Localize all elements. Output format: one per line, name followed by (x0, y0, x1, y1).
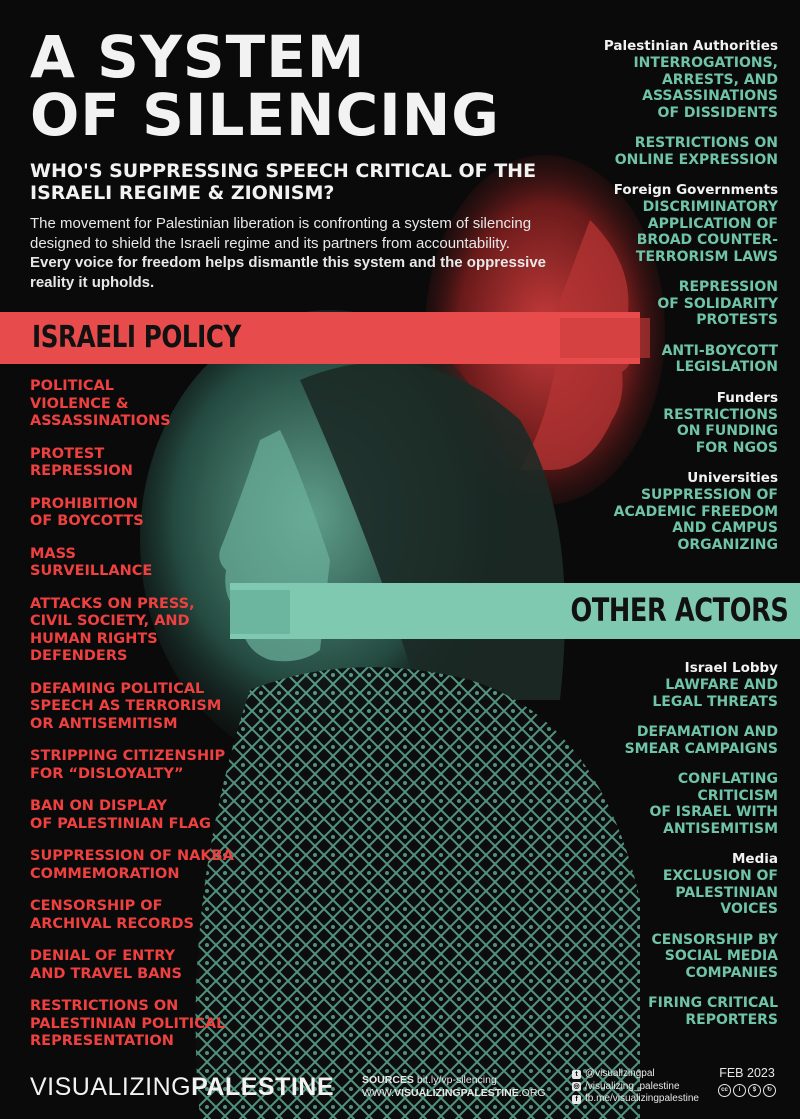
actor-tactic-item: CENSORSHIP BY SOCIAL MEDIA COMPANIES (651, 931, 778, 981)
publication-date: FEB 2023 (719, 1066, 775, 1080)
subtitle: WHO'S SUPPRESSING SPEECH CRITICAL OF THE ISRAELI REGIME & ZIONISM? (30, 160, 537, 204)
israeli-policy-item: CENSORSHIP OF ARCHIVAL RECORDS (30, 898, 194, 932)
israeli-policy-item: MASS SURVEILLANCE (30, 545, 153, 579)
facebook-handle: fb.me/visualizingpalestine (585, 1093, 699, 1104)
israeli-policy-item: POLITICAL VIOLENCE & ASSASSINATIONS (30, 378, 171, 429)
israeli-policy-item: RESTRICTIONS ON PALESTINIAN POLITICAL REPRESENTATION (30, 998, 226, 1049)
israeli-policy-item: DENIAL OF ENTRY AND TRAVEL BANS (30, 948, 183, 982)
actor-tactic-item: CONFLATING CRITICISM OF ISRAEL WITH ANTISEMITISM (649, 771, 778, 837)
instagram-icon: ◎ (573, 1083, 580, 1091)
israeli-policy-heading: ISRAELI POLICY (32, 320, 241, 355)
publication-date-block (718, 1066, 776, 1097)
top-actors-column (528, 38, 778, 567)
poster-title (30, 23, 500, 149)
sa-icon: ↻ (763, 1084, 776, 1097)
intro-paragraph (30, 214, 550, 292)
israeli-policy-item: BAN ON DISPLAY OF PALESTINIAN FLAG (30, 798, 211, 832)
actor-tactic-item: INTERROGATIONS, ARRESTS, AND ASSASSINATIONS OF DISSIDENTS (633, 55, 778, 121)
intro-bold: Every voice for freedom helps dismantle this system and the oppressive reality it upholds. (30, 254, 547, 291)
sources-label: SOURCES (362, 1074, 414, 1086)
nc-icon: $ (748, 1084, 761, 1097)
actor-tactic-item: EXCLUSION OF PALESTINIAN VOICES (662, 868, 778, 917)
actor-tactic-item: DISCRIMINATORY APPLICATION OF BROAD COUNTER- TERRORISM LAWS (635, 199, 778, 265)
actor-tactic-item: RESTRICTIONS ON FUNDING FOR NGOS (663, 406, 778, 456)
actor-group-heading: Palestinian Authorities (603, 38, 778, 54)
intro-plain: The movement for Palestinian liberation is confronting a system of silencing designed to shield the Israeli regime and its partners from accountability. (30, 215, 532, 252)
israeli-policy-item: PROHIBITION OF BOYCOTTS (30, 495, 144, 529)
actor-group-heading: Foreign Governments (613, 182, 778, 198)
sources-block (362, 1074, 546, 1099)
site-prefix: WWW. (362, 1086, 395, 1099)
twitter-handle: @visualizingpal (585, 1068, 655, 1079)
website-link[interactable] (362, 1087, 546, 1100)
cc-icon: cc (718, 1084, 731, 1097)
israeli-policy-item: STRIPPING CITIZENSHIP FOR “DISLOYALTY” (30, 748, 226, 782)
israeli-policy-item: SUPPRESSION OF NAKBA COMMEMORATION (30, 848, 234, 882)
site-suffix: .ORG (518, 1086, 546, 1099)
actor-group-heading: Funders (716, 389, 778, 406)
actor-tactic-item: ANTI-BOYCOTT LEGISLATION (661, 342, 778, 375)
logo-bold: PALESTINE (191, 1073, 335, 1101)
twitter-link[interactable] (572, 1068, 699, 1081)
facebook-link[interactable] (572, 1093, 699, 1106)
actor-group-heading: Media (732, 851, 778, 867)
israeli-policy-item: PROTEST REPRESSION (30, 445, 133, 479)
actor-group-heading: Universities (687, 470, 778, 486)
other-actors-heading: OTHER ACTORS (570, 591, 788, 629)
actor-tactic-item: SUPPRESSION OF ACADEMIC FREEDOM AND CAMPUS ORGANIZING (613, 487, 778, 553)
israeli-policy-item: DEFAMING POLITICAL SPEECH AS TERRORISM OR ANTISEMITISM (30, 680, 222, 732)
title-line-1: A SYSTEM (30, 23, 366, 91)
site-bold: VISUALIZINGPALESTINE (394, 1086, 519, 1099)
actor-group-heading: Israel Lobby (684, 660, 778, 676)
actor-tactic-item: FIRING CRITICAL REPORTERS (648, 995, 778, 1028)
by-icon: i (733, 1084, 746, 1097)
logo-light: VISUALIZING (30, 1073, 192, 1101)
sources-link[interactable]: bit.ly/vp-silencing (413, 1074, 497, 1086)
creative-commons-icons (718, 1084, 776, 1097)
instagram-link[interactable] (572, 1081, 699, 1094)
title-line-2: OF SILENCING (30, 81, 500, 149)
instagram-handle: /visualizing_palestine (585, 1080, 680, 1092)
actor-tactic-item: REPRESSION OF SOLIDARITY PROTESTS (657, 279, 778, 328)
actor-tactic-item: DEFAMATION AND SMEAR CAMPAIGNS (624, 724, 778, 757)
actor-tactic-item: RESTRICTIONS ON ONLINE EXPRESSION (614, 135, 778, 168)
bottom-actors-column (528, 660, 778, 1042)
social-links (572, 1068, 699, 1106)
facebook-icon: f (572, 1095, 581, 1104)
israeli-policy-item: ATTACKS ON PRESS, CIVIL SOCIETY, AND HUMAN RIGHTS DEFENDERS (30, 595, 195, 664)
israeli-policy-list (30, 378, 270, 1066)
visualizing-palestine-logo[interactable] (30, 1072, 334, 1102)
twitter-icon: t (572, 1070, 581, 1079)
actor-tactic-item: LAWFARE AND LEGAL THREATS (652, 677, 778, 710)
